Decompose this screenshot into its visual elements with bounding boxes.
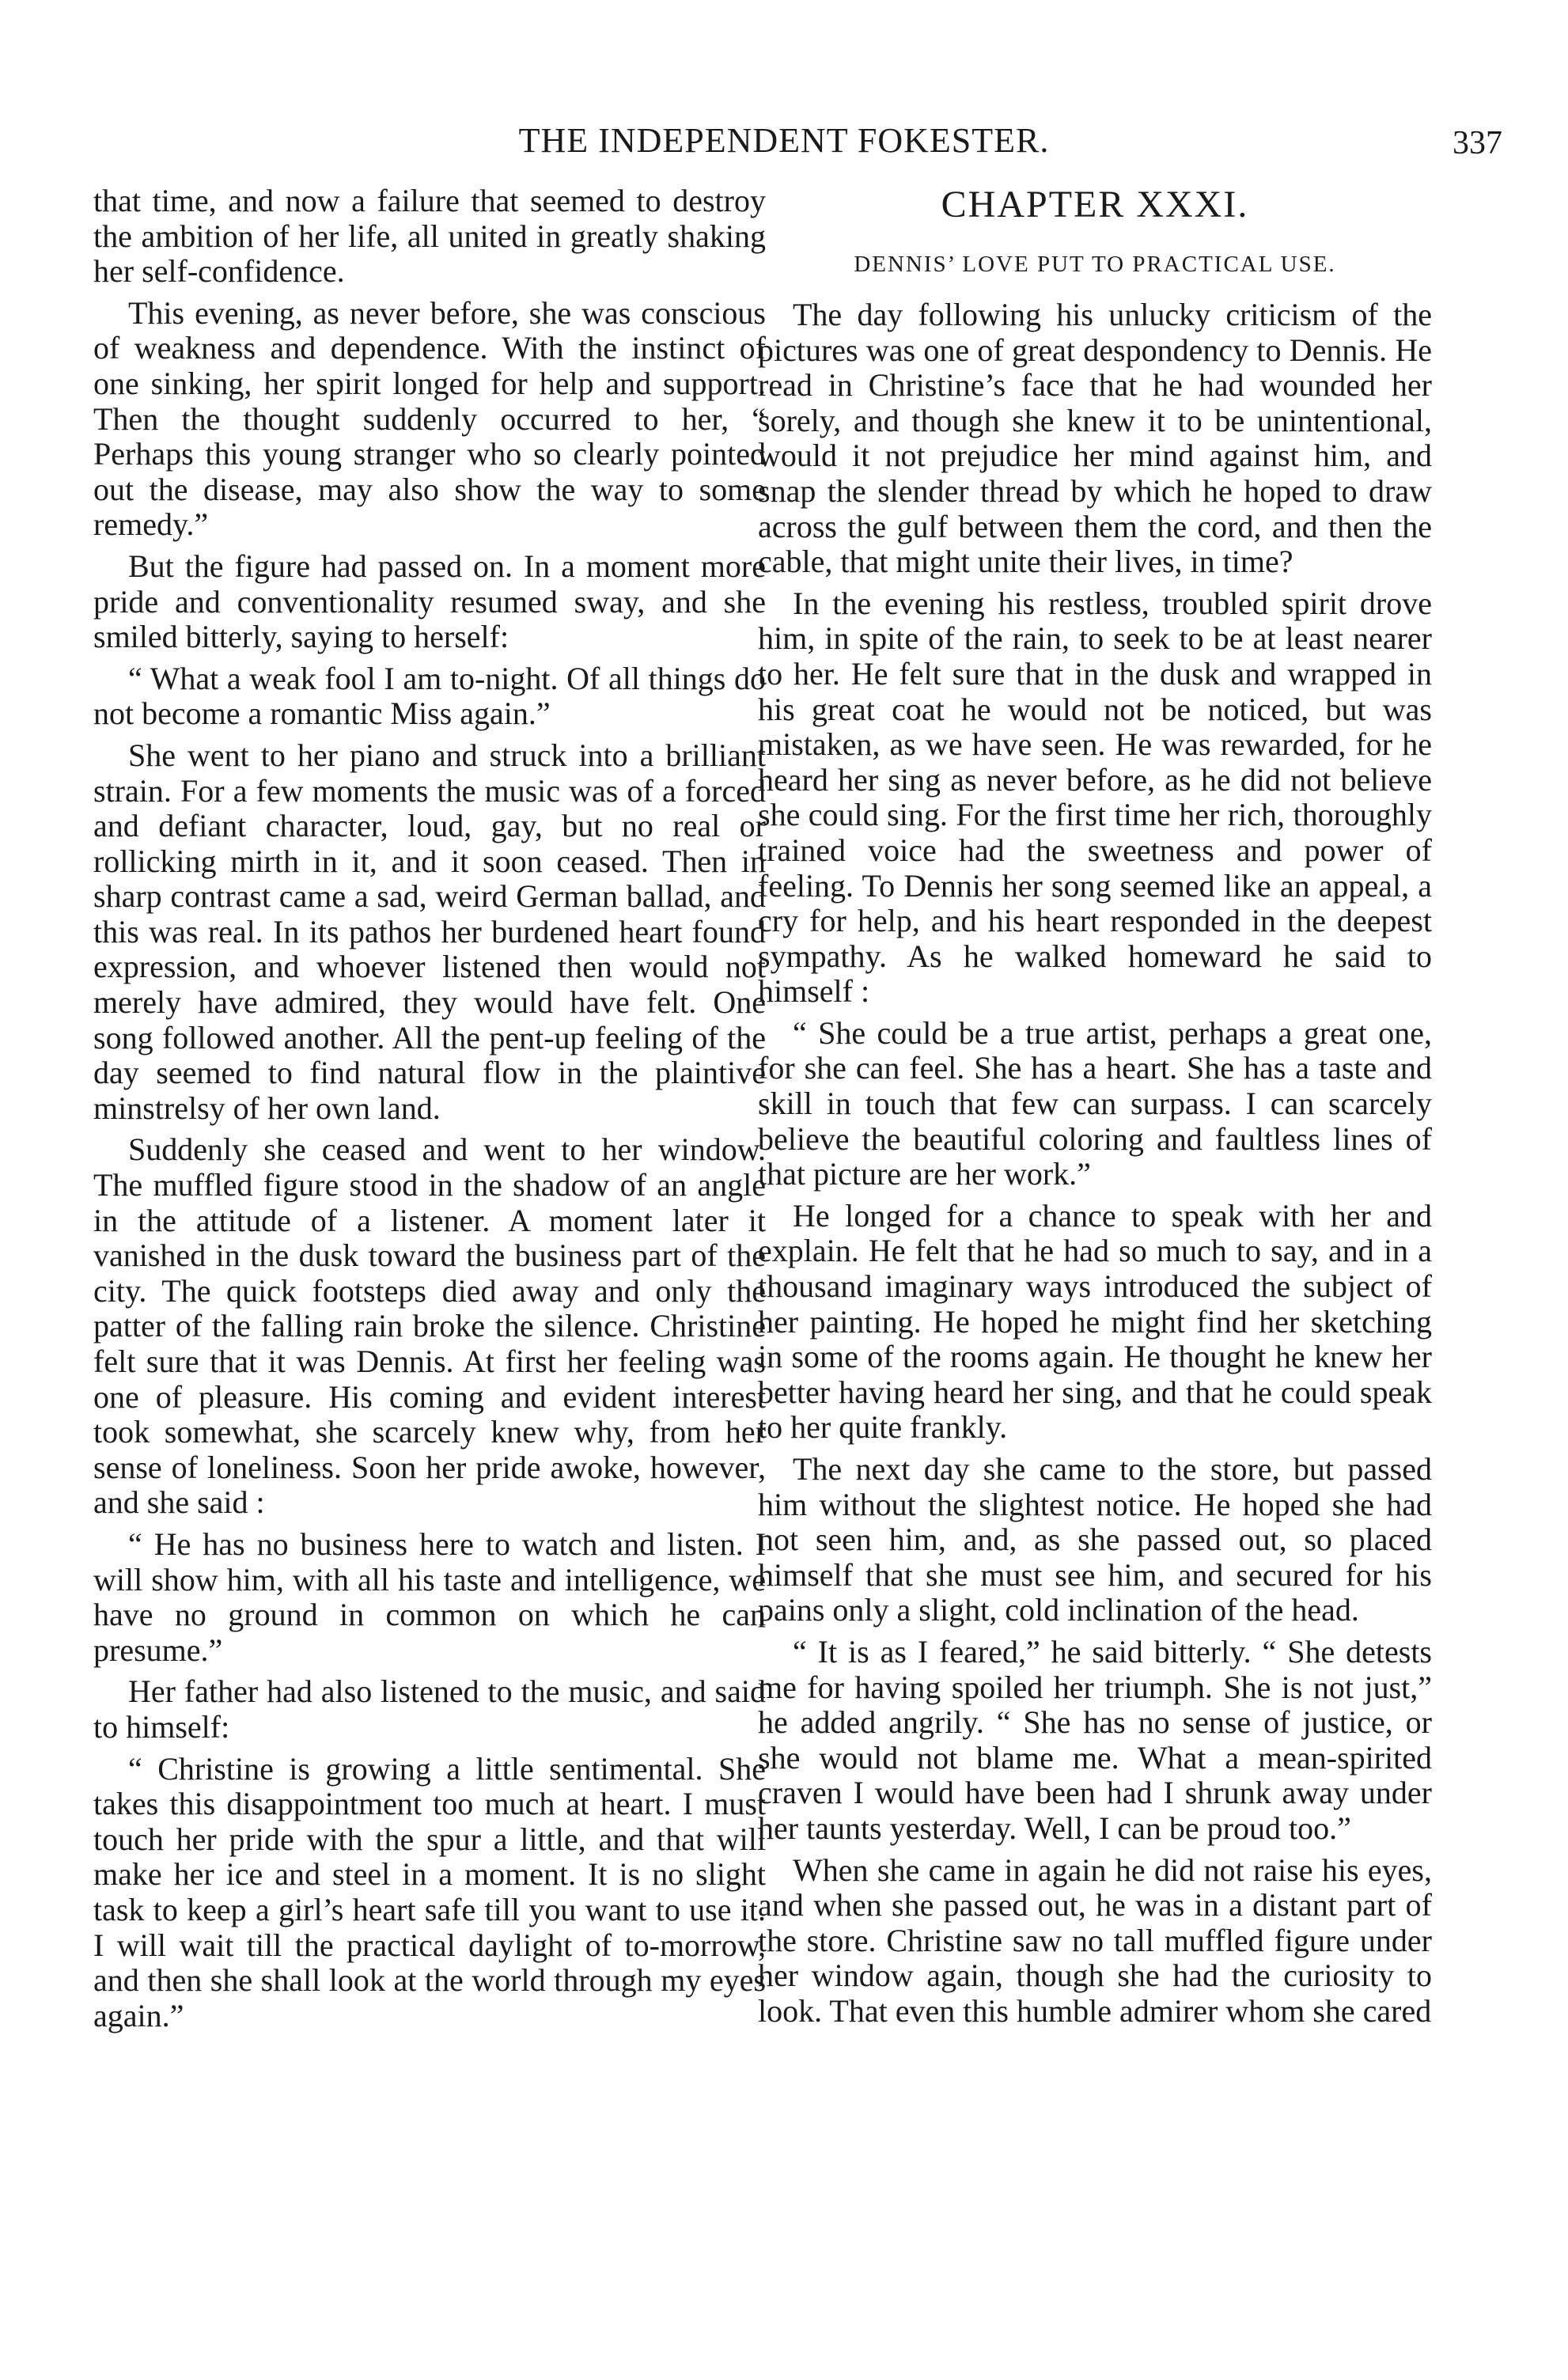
running-title: THE INDEPENDENT FOKESTER. [518,121,1050,160]
paragraph: “ It is as I feared,” he said bitterly. “ She detests me for having spoiled her triumph. She is not just,” he added angrily. “ She has no sense of justice, or she would not blame me. What a mean-spirited craven I would have been had I shrunk away under her taunts yesterday. Well, I can be proud too.” [758,1633,1432,1846]
paragraph: “ What a weak fool I am to-night. Of all things do not become a romantic Miss again.” [93,660,766,732]
right-column [758,184,1432,2036]
chapter-title: CHAPTER XXXI. [941,184,1249,225]
paragraph: Suddenly she ceased and went to her window. The muffled figure stood in the shadow of an angle in the attitude of a listener. A moment later it vanished in the dusk toward the business part of the city. The quick footsteps died away and only the patter of the falling rain broke the silence. Christine felt sure that it was Dennis. At first her feeling was one of pleasure. His coming and evident interest took somewhat, she scarcely knew why, from her sense of loneliness. Soon her pride awoke, however, and she said : [93,1131,766,1521]
paragraph: In the evening his restless, troubled spirit drove him, in spite of the rain, to seek to be at least nearer to her. He felt sure that in the dusk and wrapped in his great coat he would not be noticed, but was mistaken, as we have seen. He was rewarded, for he heard her sing as never before, as he did not believe she could sing. For the first time her rich, thoroughly trained voice had the sweetness and power of feeling. To Dennis her song seemed like an appeal, a cry for help, and his heart responded in the deepest sympathy. As he walked homeward he said to himself : [758,585,1432,1010]
page-number: 337 [1452,125,1502,161]
paragraph: This evening, as never before, she was conscious of weakness and dependence. With the instinct of one sinking, her spirit longed for help and support. Then the thought suddenly occurred to her, “ Perhaps this young stranger who so clearly pointed out the disease, may also show the way to some remedy.” [93,294,766,543]
paragraph: “ He has no business here to watch and listen. I will show him, with all his taste and intelligence, we have no ground in common on which he can presume.” [93,1525,766,1668]
paragraph: “ She could be a true artist, perhaps a great one, for she can feel. She has a heart. She has a taste and skill in touch that few can surpass. I can scarcely believe the beautiful coloring and faultless lines of that picture are her work.” [758,1014,1432,1192]
paragraph: He longed for a chance to speak with her and explain. He felt that he had so much to say, and in a thousand imaginary ways introduced the subject of her painting. He hoped he might find her sketching in some of the rooms again. He thought he knew her better having heard her sing, and that he could speak to her quite frankly. [758,1197,1432,1446]
paragraph: that time, and now a failure that seemed to destroy the ambition of her life, all united in greatly shaking her self-confidence. [93,183,766,290]
paragraph: “ Christine is growing a little sentimental. She takes this disappointment too much at heart. I must touch her pride with the spur a little, and that will make her ice and steel in a moment. It is no slight task to keep a girl’s heart safe till you want to use it. I will wait till the practical daylight of to-morrow, and then she shall look at the world through my eyes again.” [93,1750,766,2033]
paragraph: She went to her piano and struck into a brilliant strain. For a few moments the music was of a forced and defiant character, loud, gay, but no real or rollicking mirth in it, and it soon ceased. Then in sharp contrast came a sad, weird German ballad, and this was real. In its pathos her burdened heart found expression, and whoever listened then would not merely have admired, they would have felt. One song followed another. All the pent-up feeling of the day seemed to find natural flow in the plaintive minstrelsy of her own land. [93,737,766,1126]
paragraph: Her father had also listened to the music, and said to himself: [93,1673,766,1745]
paragraph: When she came in again he did not raise his eyes, and when she passed out, he was in a distant part of the store. Christine saw no tall muffled figure under her window again, though she had the curiosity to look. That even this humble admirer whom she cared [758,1851,1432,2029]
paragraph: The next day she came to the store, but passed him without the slightest notice. He hoped she had not seen him, and, as she passed out, so placed himself that she must see him, and secured for his pains only a slight, cold inclination of the head. [758,1451,1432,1628]
paragraph: But the figure had passed on. In a moment more pride and conventionality resumed sway, and she smiled bitterly, saying to herself: [93,548,766,655]
chapter-subtitle: DENNIS’ LOVE PUT TO PRACTICAL USE. [854,252,1336,277]
paragraph: The day following his unlucky criticism of the pictures was one of great despondency to Dennis. He read in Christine’s face that he had wounded her sorely, and though she knew it to be unintentional, would it not prejudice her mind against him, and snap the slender thread by which he hoped to draw across the gulf between them the cord, and then the cable, that might unite their lives, in time? [758,297,1432,580]
left-column [93,184,766,2040]
